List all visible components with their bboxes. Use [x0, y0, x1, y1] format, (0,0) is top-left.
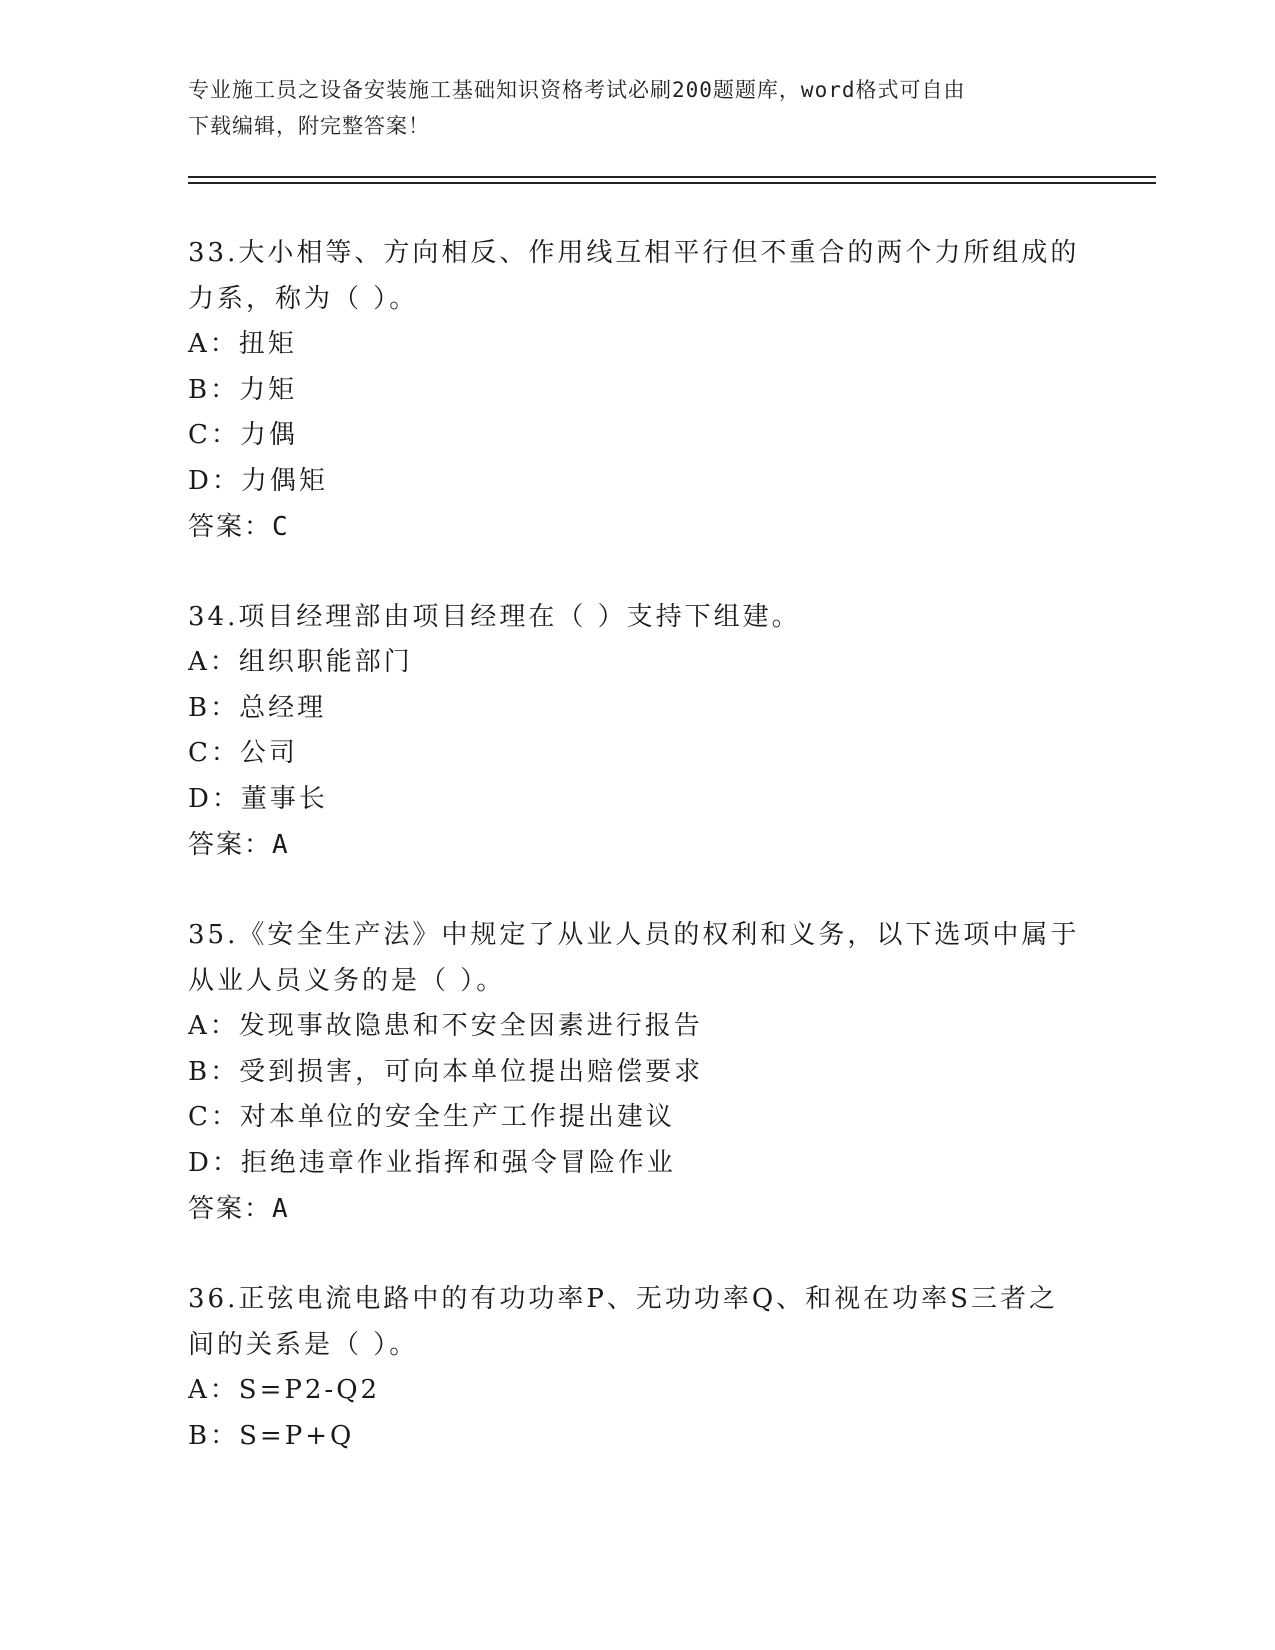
option-b: B：力矩	[188, 374, 298, 405]
header-title-line-2: 下载编辑，附完整答案！	[188, 114, 430, 138]
answer-line	[188, 1186, 1088, 1232]
document-header	[188, 72, 1088, 144]
option-a: A：组织职能部门	[188, 647, 413, 677]
option-a: A：S=P2-Q2	[188, 1375, 381, 1405]
option-b: B：总经理	[188, 692, 327, 723]
option-b: B：受到损害，可向本单位提出赔偿要求	[188, 1056, 704, 1087]
option-b: B：S=P+Q	[188, 1420, 355, 1451]
answer-line	[188, 504, 1088, 550]
option-a: A：扭矩	[188, 329, 297, 359]
option-c: C：公司	[188, 738, 298, 768]
header-title-line-1: 专业施工员之设备安装施工基础知识资格考试必刷200题题库，word格式可自由	[188, 78, 966, 102]
question-33	[188, 230, 1088, 550]
answer-label: 答案：	[188, 1194, 273, 1224]
option-c: C：力偶	[188, 420, 298, 450]
answer-line	[188, 822, 1088, 868]
option-d: D：董事长	[188, 783, 328, 814]
option-a: A：发现事故隐患和不安全因素进行报告	[188, 1011, 703, 1041]
answer-label: 答案：	[188, 512, 273, 542]
option-c: C：对本单位的安全生产工作提出建议	[188, 1102, 675, 1132]
answer-value: C	[272, 512, 290, 542]
question-stem-line: 33.大小相等、方向相反、作用线互相平行但不重合的两个力所组成的	[188, 238, 1080, 268]
header-divider-bottom	[188, 182, 1156, 184]
option-d: D：力偶矩	[188, 465, 328, 496]
answer-value: A	[272, 830, 290, 860]
question-stem-line: 力系，称为（ ）。	[188, 284, 419, 314]
question-list	[188, 230, 1088, 1503]
answer-value: A	[272, 1194, 290, 1224]
question-stem-line: 从业人员义务的是（ ）。	[188, 966, 506, 996]
question-35	[188, 912, 1088, 1232]
question-stem-line: 34.项目经理部由项目经理在（ ）支持下组建。	[188, 602, 801, 632]
option-d: D：拒绝违章作业指挥和强令冒险作业	[188, 1147, 676, 1178]
question-stem-line: 36.正弦电流电路中的有功功率P、无功功率Q、和视在功率S三者之	[188, 1284, 1058, 1314]
header-divider-top	[188, 176, 1156, 178]
answer-label: 答案：	[188, 830, 273, 860]
question-36	[188, 1276, 1088, 1459]
question-stem-line: 间的关系是（ ）。	[188, 1330, 419, 1360]
question-stem-line: 35.《安全生产法》中规定了从业人员的权利和义务，以下选项中属于	[188, 920, 1080, 950]
question-34	[188, 594, 1088, 868]
